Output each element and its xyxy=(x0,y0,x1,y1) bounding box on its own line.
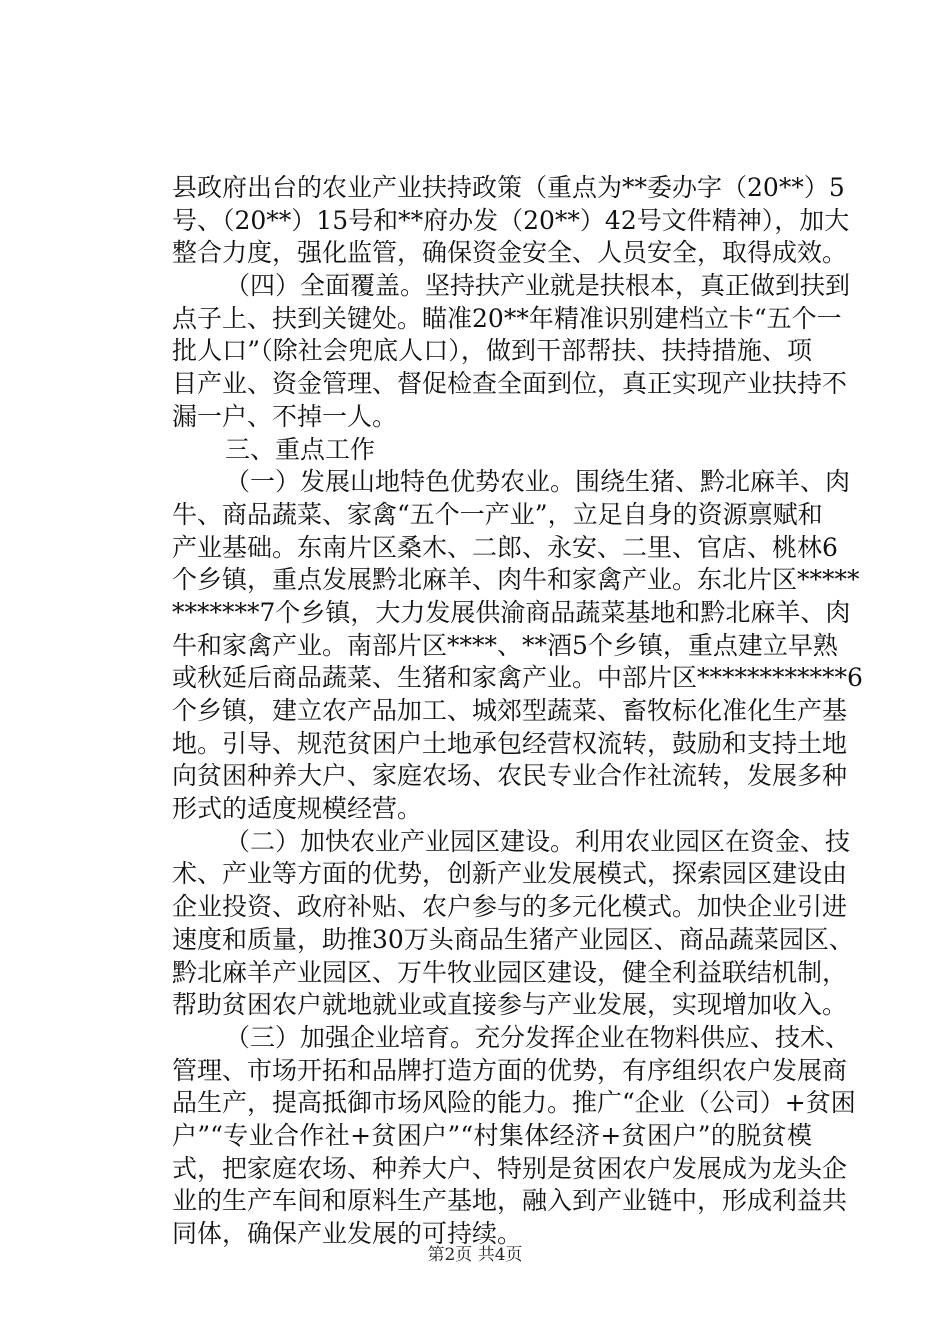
text-line: 速度和质量，助推30万头商品生猪产业园区、商品蔬菜园区、 xyxy=(172,924,854,954)
text-line: 目产业、资金管理、督促检查全面到位，真正实现产业扶持不 xyxy=(172,369,848,399)
text-line: 点子上、扶到关键处。瞄准20**年精准识别建档立卡“五个一 xyxy=(172,303,842,333)
text-line: 管理、市场开拓和品牌打造方面的优势，有序组织农户发展商 xyxy=(172,1055,848,1085)
section-heading: 三、重点工作 xyxy=(225,434,376,464)
text-line: 同体，确保产业发展的可持续。 xyxy=(172,1219,523,1248)
text-line: 帮助贫困农户就地就业或直接参与产业发展，实现增加收入。 xyxy=(172,990,848,1020)
text-line: 企业投资、政府补贴、农户参与的多元化模式。加快企业引进 xyxy=(172,892,848,922)
text-line: 术、产业等方面的优势，创新产业发展模式，探索园区建设由 xyxy=(172,859,848,889)
text-line: 形式的适度规模经营。 xyxy=(172,794,423,824)
document-body xyxy=(172,172,863,1251)
text-line: （三）加强企业培育。充分发挥企业在物料供应、技术、 xyxy=(225,1022,851,1052)
text-line: 个乡镇，建立农产品加工、城郊型蔬菜、畜牧标化准化生产基 xyxy=(172,696,848,725)
text-line: 业的生产车间和原料生产基地，融入到产业链中，形成利益共 xyxy=(172,1186,848,1216)
text-line: （一）发展山地特色优势农业。围绕生猪、黔北麻羊、肉 xyxy=(225,467,851,497)
text-line: *******7个乡镇，大力发展供渝商品蔬菜基地和黔北麻羊、肉 xyxy=(172,597,851,627)
text-line: 整合力度，强化监管，确保资金安全、人员安全，取得成效。 xyxy=(172,238,848,268)
text-line: 黔北麻羊产业园区、万牛牧业园区建设，健全利益联结机制， xyxy=(172,957,848,987)
text-line: 漏一户、不掉一人。 xyxy=(172,401,398,431)
text-line: 产业基础。东南片区桑木、二郎、永安、二里、官店、桃林6 xyxy=(172,532,838,562)
text-line: 牛、商品蔬菜、家禽“五个一产业”，立足自身的资源禀赋和 xyxy=(172,499,823,529)
text-line: 品生产，提高抵御市场风险的能力。推广“企业（公司）+贫困 xyxy=(172,1088,856,1118)
text-line: 或秋延后商品蔬菜、生猪和家禽产业。中部片区************6 xyxy=(172,663,863,693)
page-number: 第2页 共4页 xyxy=(427,1245,523,1265)
text-line: 批人口”（除社会兜底人口），做到干部帮扶、扶持措施、项 xyxy=(172,336,812,366)
text-line: （四）全面覆盖。坚持扶产业就是扶根本，真正做到扶到 xyxy=(225,271,851,301)
text-line: 号、（20**）15号和**府办发（20**）42号文件精神），加大 xyxy=(172,205,850,235)
text-line: 牛和家禽产业。南部片区****、**酒5个乡镇，重点建立早熟 xyxy=(172,630,838,660)
text-line: 户”“专业合作社+贫困户”“村集体经济+贫困户”的脱贫模 xyxy=(172,1120,812,1150)
text-line: 向贫困种养大户、家庭农场、农民专业合作社流转，发展多种 xyxy=(172,761,848,791)
text-line: 县政府出台的农业产业扶持政策（重点为**委办字（20**）5 xyxy=(172,173,845,202)
text-line: 地。引导、规范贫困户土地承包经营权流转，鼓励和支持土地 xyxy=(172,728,848,758)
text-line: （二）加快农业产业园区建设。利用农业园区在资金、技 xyxy=(225,826,851,856)
page-footer xyxy=(0,1240,950,1265)
text-line: 式，把家庭农场、种养大户、特别是贫困农户发展成为龙头企 xyxy=(172,1153,848,1183)
text-line: 个乡镇，重点发展黔北麻羊、肉牛和家禽产业。东北片区***** xyxy=(172,565,860,595)
